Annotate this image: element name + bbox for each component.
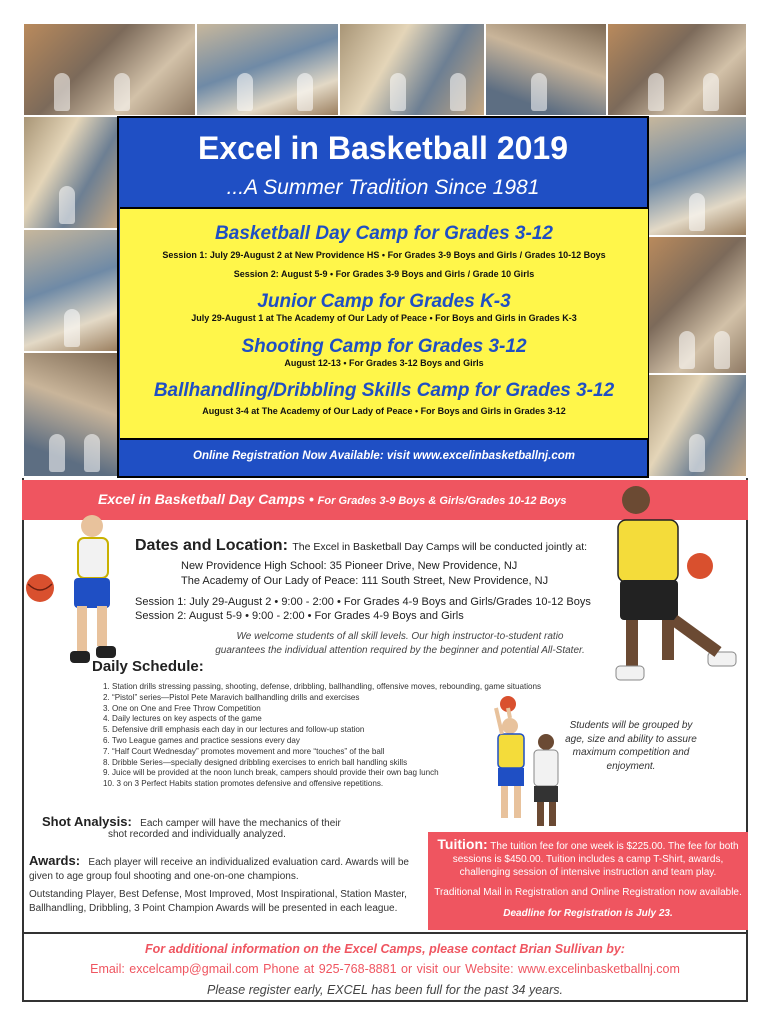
tuition-text: The tuition fee for one week is $225.00. The fee for both sessions is $450.00. Tuition includes a camp T-Shirt, awards, challenging session of intensive instruction and team play. [452, 841, 739, 878]
camp-photo [22, 115, 119, 230]
player-right-image [608, 480, 748, 692]
awards-heading: Awards: [29, 853, 81, 868]
camp-photo [22, 228, 119, 353]
camp-photo [22, 22, 197, 117]
day-camp-title: Basketball Day Camp for Grades 3-12 [215, 223, 553, 244]
contact-line-1: For additional information on the Excel Camps, please contact Brian Sullivan by: [145, 942, 625, 956]
day-camp-session2: Session 2: August 5-9 • For Grades 3-9 Boys and Girls / Grade 10 Girls [233, 269, 535, 279]
list-item: 3. One on One and Free Throw Competition [103, 703, 261, 713]
list-item: 9. Juice will be provided at the noon lunch break, campers should provide their own bag lunch [103, 768, 439, 778]
camp-photo [22, 351, 119, 478]
location-1: New Providence High School: 35 Pioneer Drive, New Providence, NJ [181, 560, 518, 572]
camp-photo [647, 373, 748, 478]
camp-photo [195, 22, 340, 117]
online-registration[interactable]: Online Registration Now Available: visit www.excelinbasketballnj.com [193, 450, 575, 462]
welcome-line-2: guarantees the individual attention required by the beginner and potential All-Stater. [215, 645, 585, 656]
contact-line-3: Please register early, EXCEL has been full for the past 34 years. [207, 983, 563, 997]
page-subtitle: ...A Summer Tradition Since 1981 [226, 176, 540, 199]
list-item: 6. Two League games and practice sessions every day [103, 735, 300, 745]
awards-text: Each player will receive an individualized evaluation card. Awards will be given to age group foul shooting and one-on-one champions. [29, 857, 409, 882]
camps-box [120, 207, 648, 440]
session-1: Session 1: July 29-August 2 • 9:00 - 2:00 • For Grades 4-9 Boys and Girls/Grades 10-12 Boys [135, 596, 591, 608]
shooting-camp-details: August 12-13 • For Grades 3-12 Boys and Girls [284, 358, 484, 368]
camp-photo [606, 22, 748, 117]
camp-photo [484, 22, 608, 117]
dates-location [135, 537, 587, 555]
ballhandling-camp-details: August 3-4 at The Academy of Our Lady of Peace • For Boys and Girls in Grades 3-12 [202, 406, 566, 416]
tuition-heading: Tuition: [437, 836, 488, 852]
list-item: 10. 3 on 3 Perfect Habits station promotes defensive and offensive repetitions. [103, 779, 384, 789]
page-title: Excel in Basketball 2019 [198, 130, 568, 166]
awards-list: Outstanding Player, Best Defense, Most Improved, Most Inspirational, Station Master, Ballhandling, Dribbling, 3 Point Champion Awards will be presented in each league. [29, 889, 407, 914]
junior-camp-details: July 29-August 1 at The Academy of Our Lady of Peace • For Boys and Girls in Grades K-3 [191, 313, 577, 323]
shooting-camp-title: Shooting Camp for Grades 3-12 [241, 336, 527, 357]
list-item: 7. “Half Court Wednesday” promotes movement and more “touches” of the ball [103, 746, 385, 756]
day-camp-session1: Session 1: July 29-August 2 at New Providence HS • For Grades 3-9 Boys and Girls / Grades 10-12 Boys [162, 250, 606, 260]
daily-schedule-heading: Daily Schedule: [92, 658, 204, 675]
awards [29, 854, 429, 884]
welcome-line-1: We welcome students of all skill levels. Our high instructor-to-student ratio [236, 631, 564, 642]
daily-schedule-list [103, 682, 541, 790]
shot-analysis [42, 814, 341, 829]
camp-photo [647, 115, 748, 237]
grouping-note: Students will be grouped by age, size and ability to assure maximum competition and enjoyment. [565, 720, 697, 772]
session-2: Session 2: August 5-9 • 9:00 - 2:00 • For Grades 4-9 Boys and Girls [135, 610, 464, 622]
camp-photo [647, 235, 748, 375]
list-item: 1. Station drills stressing passing, shooting, defense, dribbling, ballhandling, offensive moves, rebounding, game situations [103, 682, 542, 691]
ballhandling-camp-title: Ballhandling/Dribbling Skills Camp for Grades 3-12 [153, 380, 615, 401]
location-2: The Academy of Our Lady of Peace: 111 South Street, New Providence, NJ [181, 575, 549, 587]
dates-location-intro: The Excel in Basketball Day Camps will be conducted jointly at: [292, 541, 588, 553]
tuition-box [428, 832, 748, 930]
dates-location-heading: Dates and Location: [135, 537, 288, 554]
tuition-deadline: Deadline for Registration is July 23. [503, 908, 673, 919]
list-item: 4. Daily lectures on key aspects of the game [103, 714, 262, 724]
players-photo [488, 694, 572, 830]
list-item: 2. “Pistol” series—Pistol Pete Maravich ballhandling drills and exercises [103, 692, 360, 702]
shot-analysis-heading: Shot Analysis: [42, 814, 132, 829]
junior-camp-title: Junior Camp for Grades K-3 [257, 291, 511, 312]
shot-analysis-text-2: shot recorded and individually analyzed. [108, 829, 286, 840]
camp-photo [338, 22, 486, 117]
list-item: 8. Dribble Series—specially designed dribbling exercises to enrich ball handling skills [103, 757, 408, 767]
shot-analysis-text: Each camper will have the mechanics of their [140, 818, 341, 829]
banner-subtitle: For Grades 3-9 Boys & Girls/Grades 10-12 Boys [317, 495, 567, 507]
banner-title: Excel in Basketball Day Camps • [98, 491, 314, 507]
contact-divider [22, 932, 748, 934]
list-item: 5. Defensive drill emphasis each day in our lectures and follow-up station [103, 725, 365, 735]
contact-line-2[interactable]: Email: excelcamp@gmail.com Phone at 925-768-8881 or visit our Website: www.excelinbasketballnj.com [90, 962, 680, 976]
tuition-mail: Traditional Mail in Registration and Online Registration now available. [434, 887, 742, 898]
